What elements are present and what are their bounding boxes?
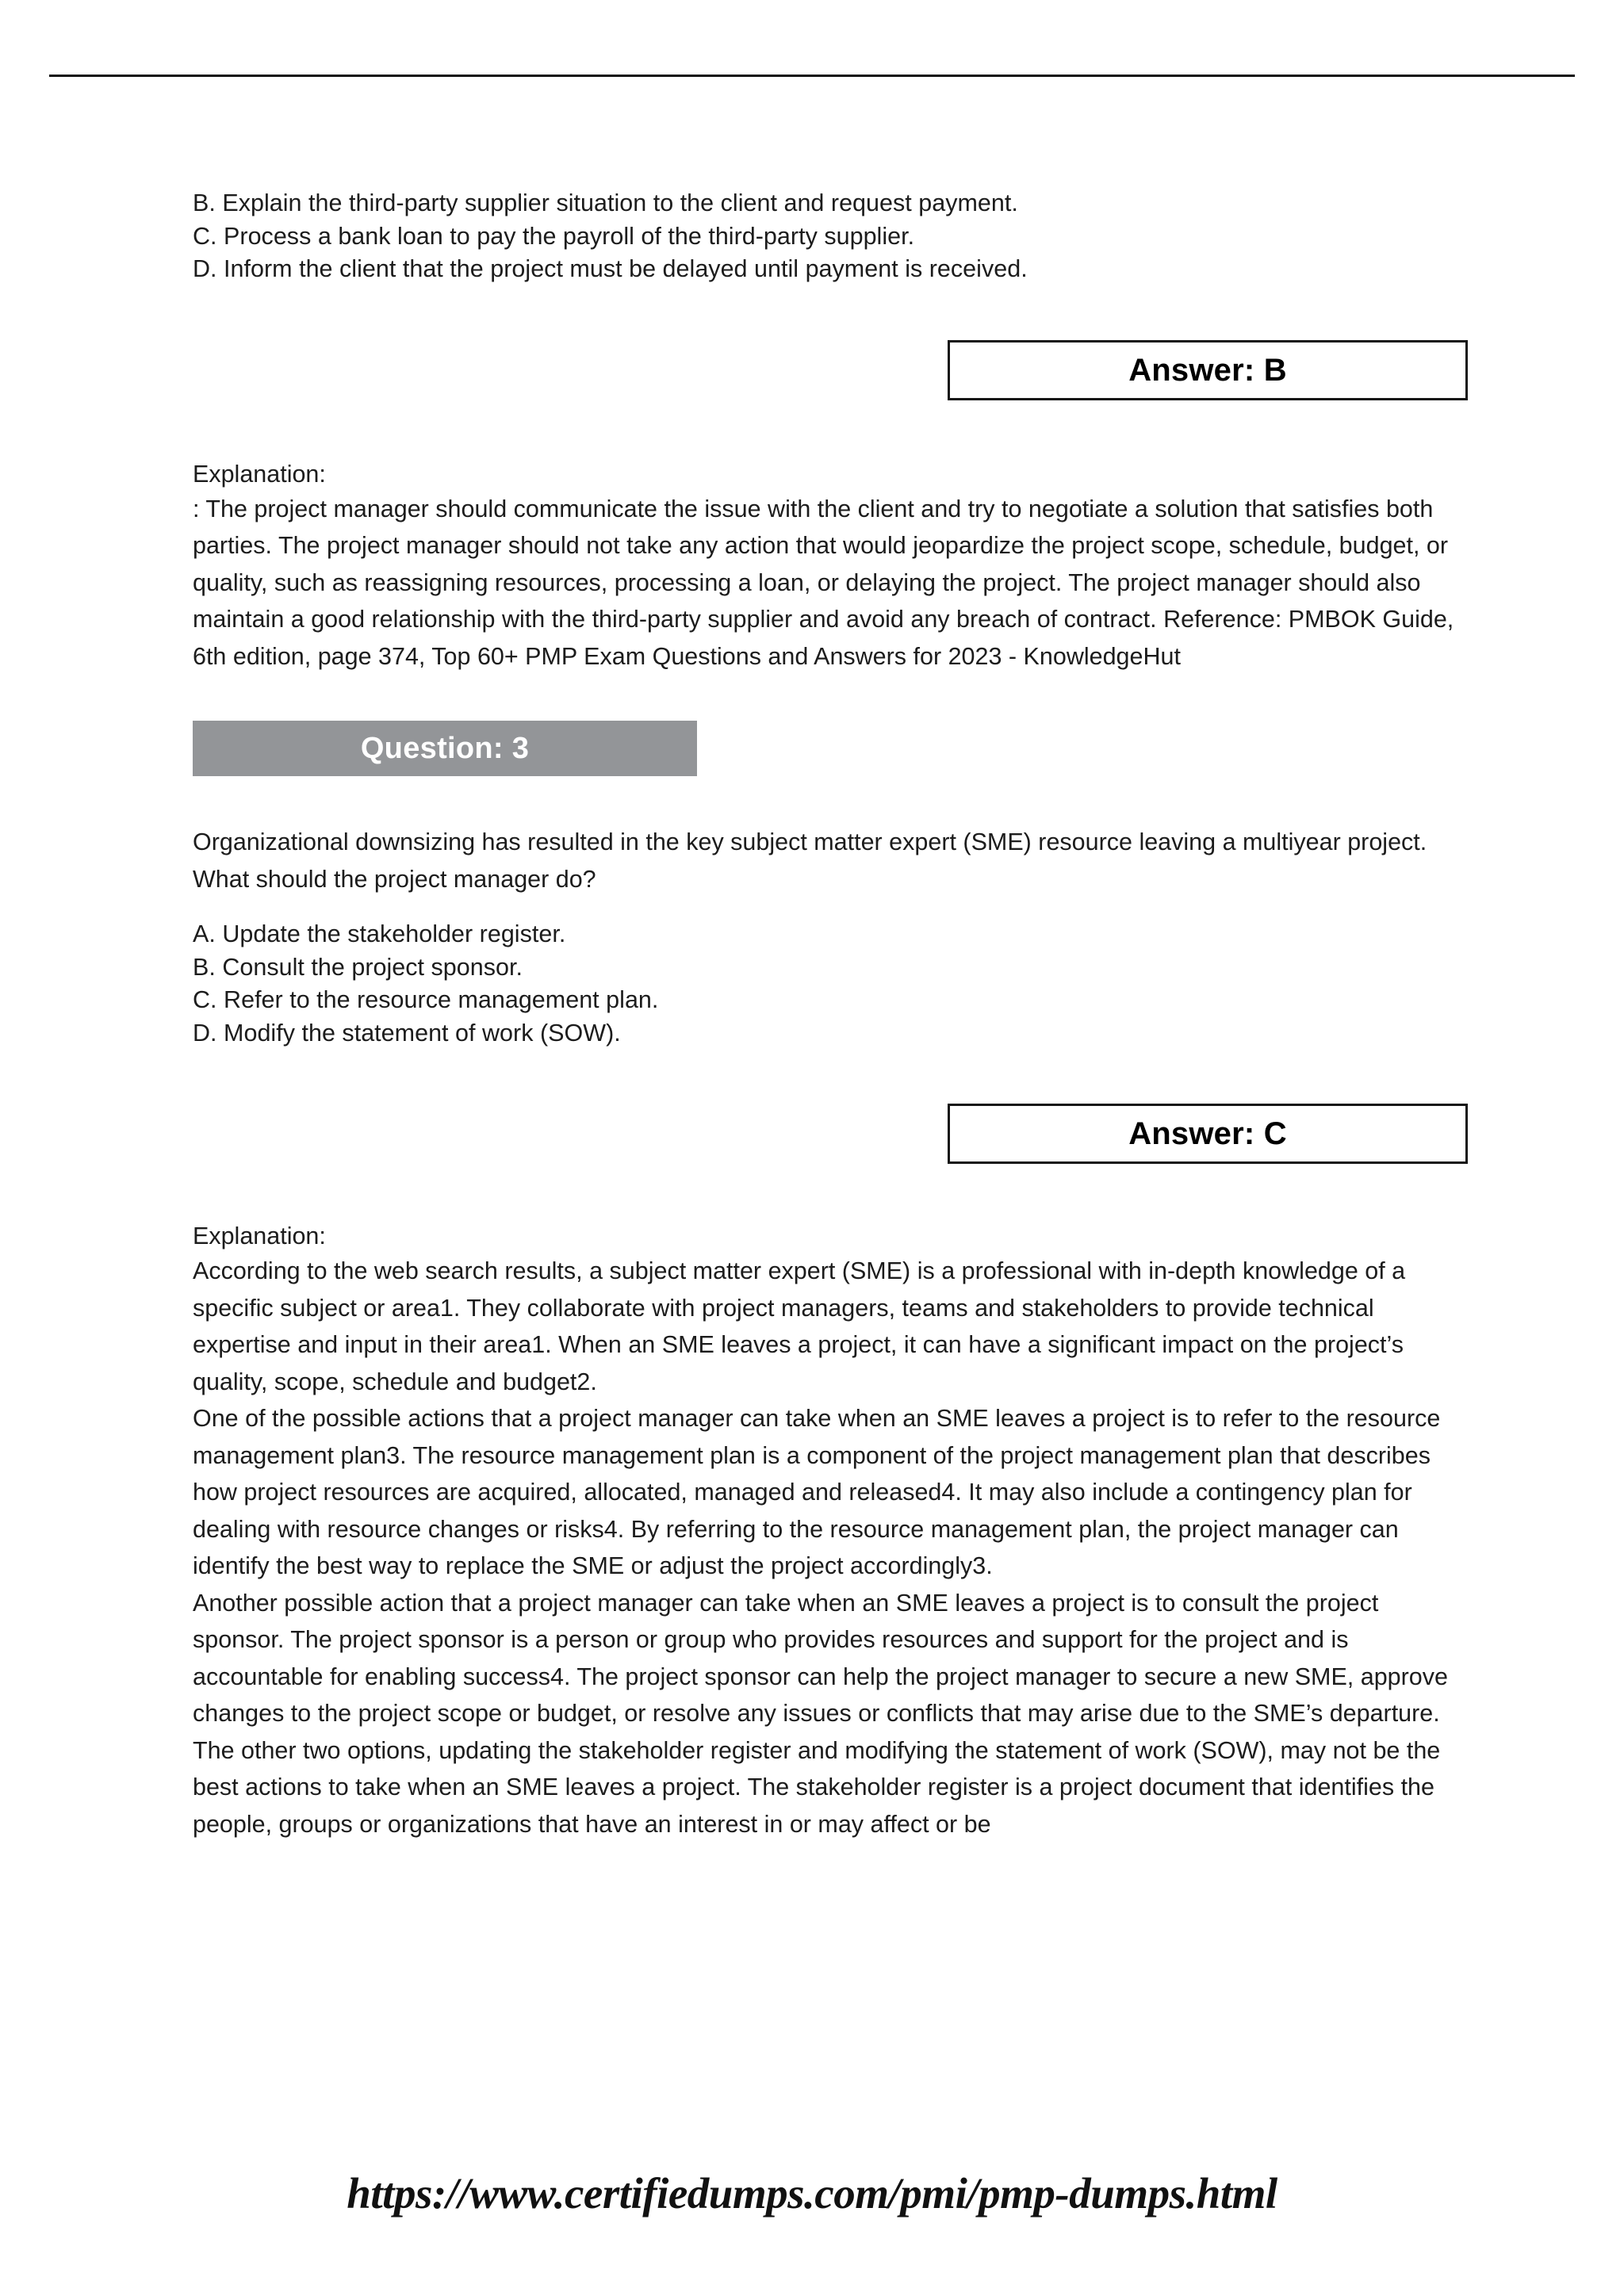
explanation-heading: Explanation: [193,460,326,488]
answer-row-question-3 [193,1104,1468,1164]
option-item: C. Refer to the resource management plan. [193,986,659,1013]
explanation-paragraph: The other two options, updating the stakeholder register and modifying the statement of work (SOW), may not be the best actions to take when an SME leaves a project. The stakeholder register is a project document that identifies the people, groups or organizations that have an interest in or may affect or be [193,1736,1441,1838]
explanation-paragraph: One of the possible actions that a project manager can take when an SME leaves a project is to refer to the resource management plan3. The resource management plan is a component of the project management plan that describes how project resources are acquired, allocated, managed and released4. It may also include a contingency plan for dealing with resource changes or risks4. By referring to the resource management plan, the project manager can identify the best way to replace the SME or adjust the project accordingly3. [193,1405,1441,1579]
explanation-paragraph: : The project manager should communicate the issue with the client and try to negotiate a solution that satisfies both parties. The project manager should not take any action that would jeopardize the project scope, schedule, budget, or quality, such as reassigning resources, processing a loan, or delaying the project. The project manager should also maintain a good relationship with the third-party supplier and avoid any breach of contract. Reference: PMBOK Guide, 6th edition, page 374, Top 60+ PMP Exam Questions and Answers for 2023 - KnowledgeHut [193,495,1454,670]
explanation-heading: Explanation: [193,1223,326,1249]
page-content [193,187,1468,1843]
explanation-paragraph: According to the web search results, a subject matter expert (SME) is a professional with in-depth knowledge of a specific subject or area1. They collaborate with project managers, teams and stakeholders to provide technical expertise and input in their area1. When an SME leaves a project, it can have a significant impact on the project’s quality, scope, schedule and budget2. [193,1257,1406,1395]
answer-row-question-2 [193,340,1468,400]
answer-label: Answer: B [1128,352,1287,388]
option-item: D. Modify the statement of work (SOW). [193,1019,621,1047]
header-divider-rule [49,75,1575,77]
answer-box [948,340,1468,400]
option-item: C. Process a bank loan to pay the payroll of the third-party supplier. [193,222,915,250]
option-item: A. Update the stakeholder register. [193,920,566,947]
page-footer [0,2168,1624,2218]
explanation-paragraph: Another possible action that a project manager can take when an SME leaves a project is to consult the project sponsor. The project sponsor is a person or group who provides resources and support for the project and is accountable for enabling success4. The project sponsor can help the project manager to secure a new SME, approve changes to the project scope or budget, or resolve any issues or conflicts that may arise due to the SME’s departure. [193,1589,1448,1727]
question-banner-label: Question: 3 [360,732,530,765]
question-2-options-list [193,187,1468,286]
footer-url-link[interactable]: https://www.certifiedumps.com/pmi/pmp-dumps.html [347,2169,1277,2218]
question-3-options-list [193,918,1468,1050]
question-3-banner [193,721,697,776]
option-item: B. Consult the project sponsor. [193,953,523,981]
option-item: D. Inform the client that the project must be delayed until payment is received. [193,255,1028,282]
option-item: B. Explain the third-party supplier situation to the client and request payment. [193,189,1018,216]
answer-box [948,1104,1468,1164]
question-3-stem: Organizational downsizing has resulted in the key subject matter expert (SME) resource leaving a multiyear project. What should the project manager do? [193,828,1427,893]
answer-label: Answer: C [1128,1116,1287,1151]
